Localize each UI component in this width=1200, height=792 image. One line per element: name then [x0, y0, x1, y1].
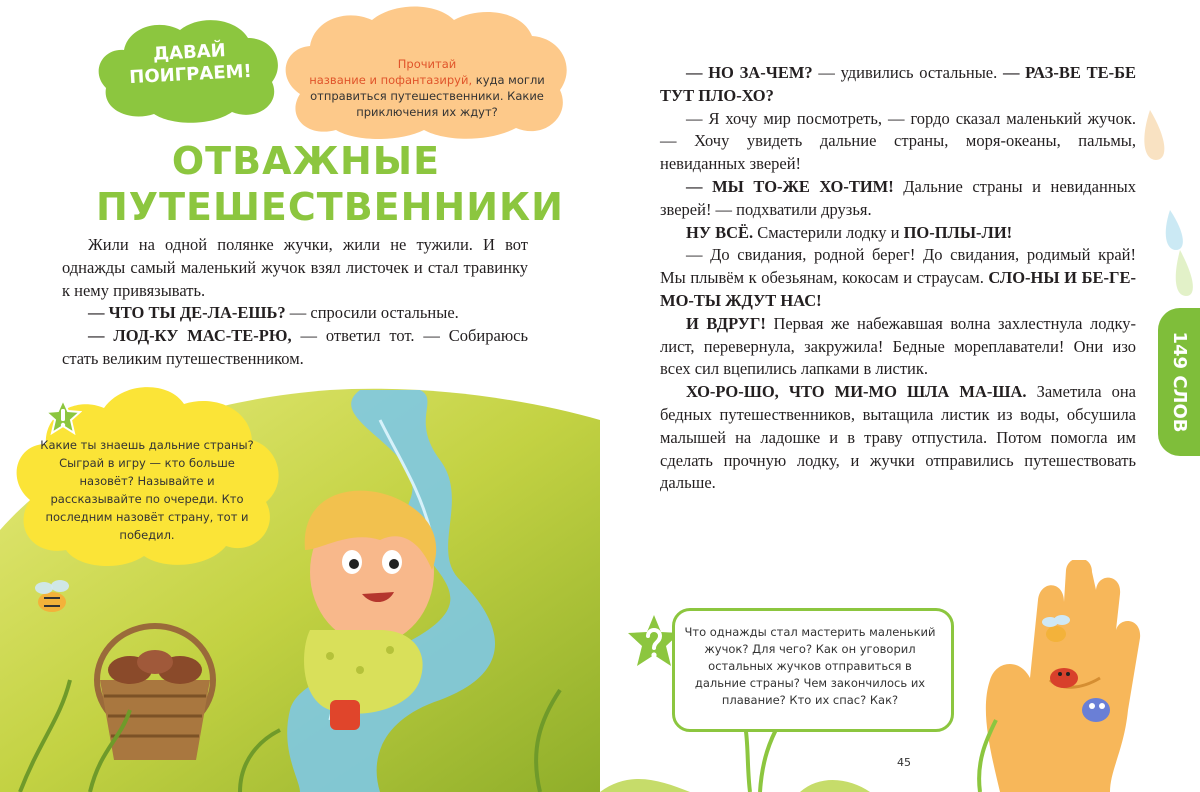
dialogue-bold: НУ ВСЁ. — [686, 222, 754, 242]
left-hint-text: Какие ты знаешь дальние страны? Сыграй в игру — кто больше назовёт? Называйте и рассказывайте по очереди. Кто последним назовёт страну, тот и победил. — [40, 438, 254, 542]
exclamation-star-icon — [44, 398, 82, 436]
dialogue-bold: — ЛОД-КУ МАС-ТЕ-РЮ, — [88, 326, 292, 346]
top-hint-highlight: название и пофантазируй, — [309, 73, 473, 87]
top-hint-pre: Прочитай — [397, 57, 457, 71]
story-text-right — [660, 62, 1136, 495]
story-paragraph: — Я хочу мир посмотреть, — гордо сказал маленький жучок. — Хочу увидеть дальние страны, моря-океаны, пальмы, невиданных зверей! — [660, 108, 1136, 174]
story-paragraph — [660, 176, 1136, 222]
badge-line-2: ПОИГРАЕМ! — [128, 60, 253, 89]
right-page — [600, 0, 1200, 792]
dialogue-rest: Первая же набежавшая волна захлестнула лодку-лист, перевернула, закружила! Бедные мореплаватели! Они изо всех сил вцепились лапками в листик. — [660, 313, 1136, 379]
page-number: 45 — [897, 756, 911, 769]
dialogue-bold: — РАЗ-ВЕ ТЕ-БЕ ТУТ ПЛО-ХО? — [660, 63, 1136, 105]
dialogue-bold: — МЫ ТО-ЖЕ ХО-ТИМ! — [686, 176, 894, 196]
word-count-label: 149 СЛОВ — [1169, 331, 1190, 433]
dialogue-bold: — НО ЗА-ЧЕМ? — [686, 63, 813, 82]
top-hint-text — [296, 56, 558, 120]
dialogue-rest: Смастерили лодку и — [753, 222, 904, 242]
top-hint-post: куда могли отправиться путешественники. Какие приключения их ждут? — [310, 73, 545, 119]
dialogue-rest: — ответил тот. — Собираюсь стать великим путешественником. — [62, 326, 528, 368]
question-box-text: Что однажды стал мастерить маленький жучок? Для чего? Как он уговорил остальных жучков отправиться в дальние страны? Чем закончилось их плавание? Кто их спас? Как? — [684, 625, 936, 707]
dialogue-bold: ПО-ПЛЫ-ЛИ! — [903, 222, 1013, 242]
dialogue-rest: — спросили остальные. — [285, 303, 459, 323]
badge-label — [119, 38, 261, 89]
dialogue-rest: Дальние страны и невиданных зверей! — подхватили друзья. — [660, 176, 1137, 219]
title-line-2: ПУТЕШЕСТВЕННИКИ — [96, 185, 564, 229]
story-paragraph — [660, 313, 1136, 381]
story-paragraph — [660, 244, 1136, 312]
story-paragraph — [660, 222, 1136, 245]
dialogue-bold: — ЧТО ТЫ ДЕ-ЛА-ЕШЬ? — [88, 303, 286, 323]
dialogue-rest: — удивились остальные. — [812, 63, 1003, 82]
story-paragraph — [62, 302, 528, 325]
story-paragraph — [660, 62, 1136, 108]
word-count-tab — [1158, 308, 1200, 456]
dialogue-rest: — До свидания, родной берег! До свидания, родимый край! Мы плывём к обезьянам, кокосам и страусам. — [660, 245, 1136, 288]
dialogue-bold: СЛО-НЫ И БЕ-ГЕ-МО-ТЫ ЖДУТ НАС! — [660, 268, 1137, 310]
story-paragraph — [660, 381, 1136, 495]
story-paragraph — [62, 325, 528, 371]
story-paragraph: Жили на одной полянке жучки, жили не тужили. И вот однажды самый маленький жучок взял листочек и стал травинку к нему привязывать. — [62, 235, 528, 300]
dialogue-bold: ХО-РО-ШО, ЧТО МИ-МО ШЛА МА-ША. — [686, 382, 1027, 402]
dialogue-rest: Заметила она бедных путешественников, вытащила листик из воды, обсушила малышей на ладошке и в траву отпустила. Потом помогла им сделать прочную лодку, и жучки отправились путешествовать дальше. — [660, 382, 1136, 493]
story-title — [96, 138, 564, 230]
story-text-left — [62, 234, 528, 371]
title-line-1: ОТВАЖНЫЕ — [171, 139, 441, 183]
dialogue-bold: И ВДРУГ! — [686, 313, 766, 333]
badge-line-1: ДАВАЙ — [152, 40, 227, 65]
